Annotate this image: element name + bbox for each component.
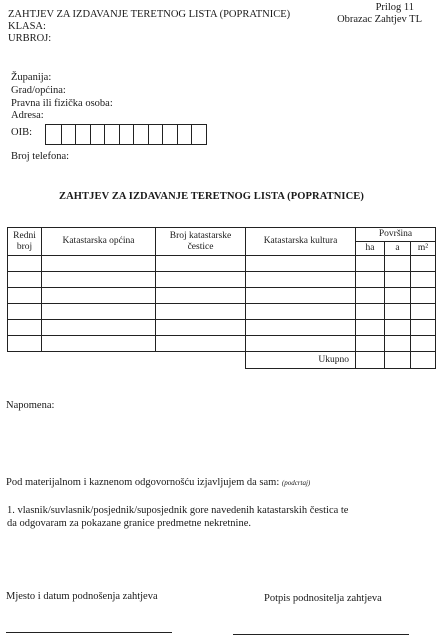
declaration-item-1[interactable]: 1. vlasnik/suvlasnik/posjednik/suposjednik gore navedenih katastarskih čestica te [7, 505, 349, 516]
oib-digit-cell[interactable] [148, 125, 163, 144]
oib-digit-cell[interactable] [46, 125, 61, 144]
zupanija-label: Županija: [11, 72, 52, 83]
subheader-a: a [385, 242, 411, 256]
col-header-katastarska-kultura: Katastarska kultura [246, 228, 356, 256]
grad-label: Grad/općina: [11, 85, 66, 96]
table-row[interactable] [8, 320, 436, 336]
oib-digit-cell[interactable] [90, 125, 105, 144]
prilog-label: Prilog 11 [375, 2, 414, 13]
declaration-hint: (podcrtaj) [281, 479, 311, 487]
subheader-ha: ha [356, 242, 385, 256]
ukupno-a[interactable] [385, 352, 411, 369]
oib-label: OIB: [11, 127, 32, 138]
urbroj-label: URBROJ: [8, 33, 52, 44]
declaration-text: Pod materijalnom i kaznenom odgovornošću izjavljujem da sam: (podcrtaj) [6, 477, 311, 488]
table-row[interactable] [8, 304, 436, 320]
ukupno-m2[interactable] [411, 352, 436, 369]
oib-digit-cell[interactable] [177, 125, 192, 144]
parcel-table [7, 227, 436, 369]
oib-digit-cell[interactable] [61, 125, 76, 144]
oib-digit-cell[interactable] [162, 125, 177, 144]
obrazac-label: Obrazac Zahtjev TL [337, 14, 422, 25]
col-header-povrsina: Površina [356, 228, 436, 242]
potpis-label: Potpis podnositelja zahtjeva [264, 593, 382, 604]
klasa-label: KLASA: [8, 21, 46, 32]
ukupno-ha[interactable] [356, 352, 385, 369]
table-row[interactable] [8, 288, 436, 304]
mjesto-datum-label: Mjesto i datum podnošenja zahtjeva [6, 591, 158, 602]
ukupno-label: Ukupno [246, 352, 356, 369]
table-row[interactable] [8, 256, 436, 272]
table-row[interactable] [8, 336, 436, 352]
mjesto-signature-line[interactable] [6, 632, 172, 633]
osoba-label: Pravna ili fizička osoba: [11, 98, 113, 109]
oib-digit-cell[interactable] [104, 125, 119, 144]
col-header-redni-broj: Redni broj [8, 228, 42, 256]
telefon-label: Broj telefona: [11, 151, 70, 162]
oib-digit-cell[interactable] [119, 125, 134, 144]
col-header-katastarska-opcina: Katastarska općina [42, 228, 156, 256]
header-title: ZAHTJEV ZA IZDAVANJE TERETNOG LISTA (POPRATNICE) [8, 9, 291, 20]
oib-digit-cell[interactable] [133, 125, 148, 144]
potpis-signature-line[interactable] [233, 634, 409, 635]
oib-digit-cell[interactable] [75, 125, 90, 144]
form-title: ZAHTJEV ZA IZDAVANJE TERETNOG LISTA (POPRATNICE) [59, 191, 364, 202]
oib-digit-cell[interactable] [191, 125, 206, 144]
col-header-broj-cestice: Broj katastarske čestice [156, 228, 246, 256]
table-row[interactable] [8, 272, 436, 288]
ukupno-row [8, 352, 436, 369]
napomena-label: Napomena: [6, 400, 55, 411]
oib-input-boxes[interactable] [45, 124, 207, 145]
subheader-m2: m² [411, 242, 436, 256]
declaration-item-1-cont: da odgovaram za pokazane granice predmetne nekretnine. [7, 518, 252, 529]
adresa-label: Adresa: [11, 110, 44, 121]
